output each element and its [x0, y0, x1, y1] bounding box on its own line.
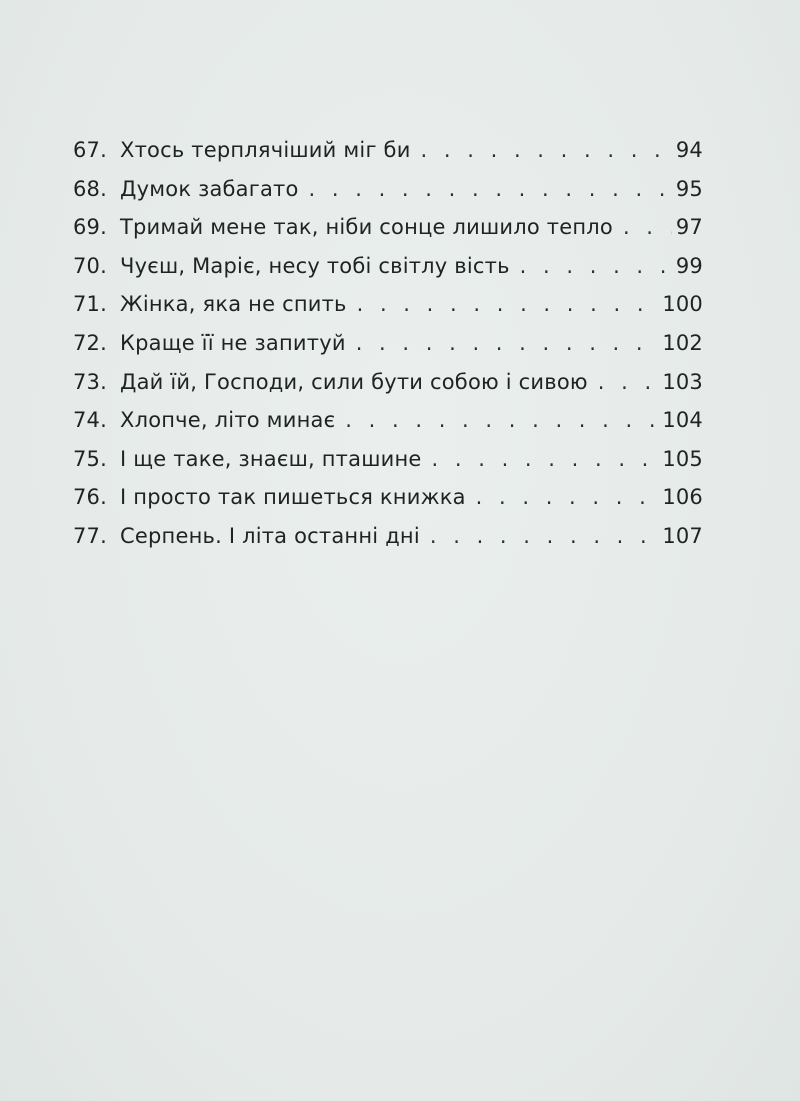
- entry-number: 73.: [73, 369, 107, 394]
- entry-title: Дай їй, Господи, сили бути собою і сивою: [120, 369, 588, 394]
- entry-title: Хтось терплячіший міг би: [120, 138, 411, 162]
- toc-entry: [73, 292, 703, 331]
- toc-entry: [73, 215, 703, 254]
- dot-leader: [430, 524, 658, 548]
- toc-entry: [73, 177, 703, 216]
- entry-page-number: 95: [675, 176, 703, 201]
- toc-entry: [73, 408, 703, 447]
- dot-leader: [357, 292, 659, 316]
- entry-title: Жінка, яка не спить: [120, 292, 347, 317]
- entry-number: 67.: [73, 138, 107, 162]
- entry-number: 72.: [73, 330, 107, 355]
- entry-title: Краще її не запитуй: [120, 330, 346, 355]
- entry-number: 69.: [73, 215, 107, 240]
- dot-leader: [421, 138, 672, 162]
- entry-number: 75.: [73, 446, 107, 471]
- entry-page-number: 97: [675, 215, 703, 240]
- entry-number: 68.: [73, 176, 107, 201]
- entry-title: Хлопче, літо минає: [120, 408, 336, 433]
- toc-entry: [73, 138, 703, 177]
- entry-title: Тримай мене так, ніби сонце лишило тепло: [120, 215, 613, 240]
- entry-number: 71.: [73, 292, 107, 317]
- toc-entry: [73, 447, 703, 486]
- entry-number: 74.: [73, 408, 107, 433]
- dot-leader: [476, 485, 659, 509]
- dot-leader: [432, 447, 659, 471]
- toc-entry: [73, 524, 703, 563]
- dot-leader: [623, 215, 672, 239]
- dot-leader: [520, 254, 672, 278]
- entry-page-number: 94: [675, 138, 703, 162]
- entry-page-number: 107: [662, 523, 703, 548]
- entry-number: 77.: [73, 523, 107, 548]
- entry-number: 76.: [73, 485, 107, 510]
- dot-leader: [309, 177, 672, 201]
- entry-title: Серпень. І літа останні дні: [120, 523, 420, 548]
- entry-page-number: 103: [662, 369, 703, 394]
- toc-entry: [73, 331, 703, 370]
- dot-leader: [345, 408, 658, 432]
- entry-number: 70.: [73, 253, 107, 278]
- entry-page-number: 105: [662, 446, 703, 471]
- entry-title: Думок забагато: [120, 176, 299, 201]
- entry-page-number: 99: [675, 253, 703, 278]
- entry-page-number: 106: [662, 485, 703, 510]
- toc-entry: [73, 370, 703, 409]
- dot-leader: [356, 331, 659, 355]
- toc-entry: [73, 485, 703, 524]
- entry-title: І просто так пишеться книжка: [120, 485, 466, 510]
- dot-leader: [598, 370, 659, 394]
- entry-page-number: 102: [662, 330, 703, 355]
- entry-title: Чуєш, Маріє, несу тобі світлу вість: [120, 253, 510, 278]
- entry-page-number: 100: [662, 292, 703, 317]
- table-of-contents: [73, 138, 703, 563]
- entry-title: І ще таке, знаєш, пташине: [120, 446, 422, 471]
- entry-page-number: 104: [662, 408, 703, 433]
- toc-entry: [73, 254, 703, 293]
